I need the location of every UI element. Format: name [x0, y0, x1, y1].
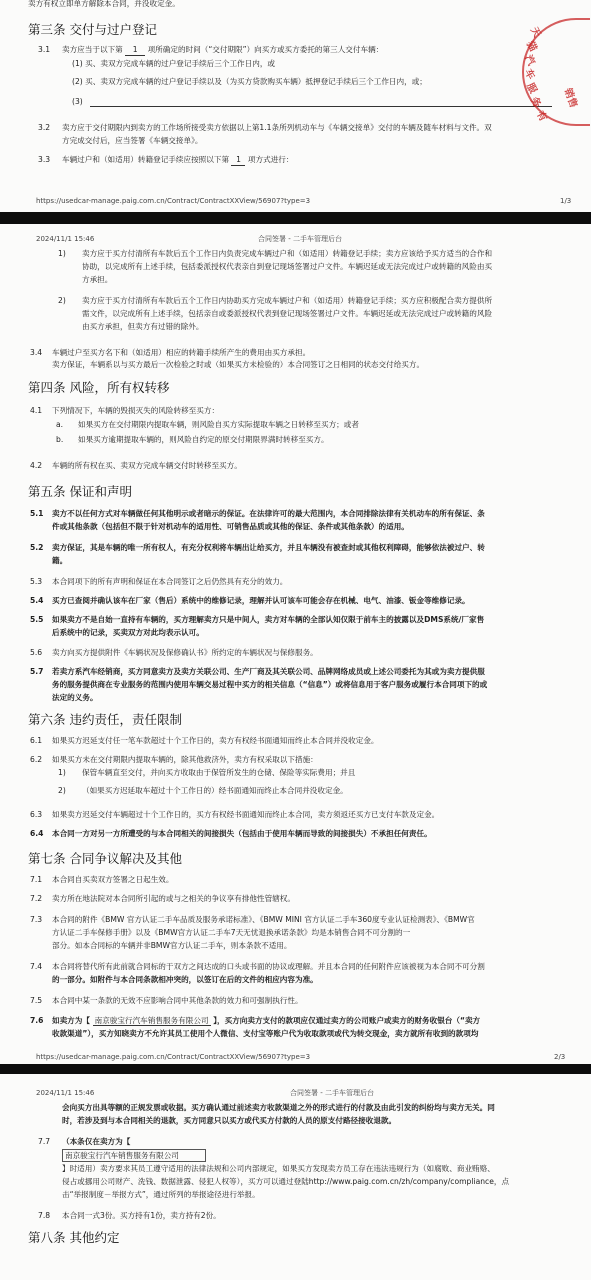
page-number: 2/3	[554, 1053, 566, 1061]
item-1-line-1: 卖方应于买方付清所有车款后五个工作日内负责完成车辆过户和（如适用）转籍登记手续；卖方应该给予买方适当的合作和	[82, 249, 493, 258]
contract-page-3	[0, 1074, 591, 1280]
clause-number: 5.1	[30, 509, 44, 518]
item-2-line-1: 卖方应于买方付清所有车款后五个工作日内协助买方完成车辆过户和（如适用）转籍登记手续；买方应积极配合卖方提供所	[82, 296, 493, 305]
clause-7-5: 本合同中某一条款的无效不应影响合同中其他条款的效力和可强制执行性。	[52, 996, 303, 1005]
clause-text: 项所确定的时间（“交付期限”）向买方或买方委托的第三人交付车辆：	[147, 45, 384, 54]
item-2-line-3: 由买方承担，但卖方有过错的除外。	[82, 322, 204, 331]
clause-6-2-item-2: （如果买方迟延取车超过十个工作日的）经书面通知而终止本合同并没收定金。	[82, 786, 348, 795]
clause-7-6-line-2: 收款渠道”），买方知晓卖方不允许其员工使用个人微信、支付宝等账户代为收取款项或代为转交现金，卖方就所有收到的款项均	[52, 1029, 479, 1038]
clause-number: 5.5	[30, 615, 44, 624]
clause-3-3	[62, 154, 293, 166]
clause-number: 7.1	[30, 875, 43, 884]
clause-text: 的一部分。如附件与本合同条款相冲突的，以签订在后的文件的相应内容为准。	[52, 975, 318, 984]
clause-number: 7.8	[38, 1211, 51, 1220]
clause-5-4: 买方已查阅并确认该车在厂家（售后）系统中的维修记录，理解并认可该车可能会存在机械、电气、油漆、钣金等维修记录。	[52, 596, 470, 605]
contract-page-1	[0, 0, 591, 212]
clause-5-7-line-1: 若卖方系汽车经销商，买方同意卖方及卖方关联公司、生产厂商及其关联公司、品牌网络成员或上述公司委托为其或为卖方提供服	[52, 667, 485, 676]
print-title: 合同签署 - 二手车管理后台	[290, 1089, 374, 1097]
clause-3-1-option-1: (1) 买、卖双方完成车辆的过户登记手续后三个工作日内，或	[72, 59, 276, 68]
clause-5-2-line-1: 卖方保证，其是车辆的唯一所有权人，有充分权利将车辆出让给买方，并且车辆没有被查封或其他权利障碍，能够依法被过户、转	[52, 543, 485, 552]
item-number: 2)	[58, 296, 66, 305]
clause-7-7-line-3: 击“举报制度－举报方式”，通过所列的举报途径进行举报。	[62, 1190, 260, 1199]
item-1-line-3: 方承担。	[82, 275, 113, 284]
clause-7-7-line-2: 侵占或挪用公司财产、洗钱、数据泄露、侵犯人权等），买方可以通过登陆http://www.paig.com.cn/zh/company/compliance，点	[62, 1177, 510, 1186]
print-date: 2024/11/1 15:46	[36, 235, 95, 243]
page-footer-url[interactable]: https://usedcar-manage.paig.com.cn/Contract/ContractXXView/56907?type=3	[36, 1053, 311, 1061]
clause-7-6-line-1	[52, 1015, 480, 1026]
clause-number: 3.2	[38, 123, 51, 132]
page-separator	[0, 1064, 591, 1074]
clause-5-7-line-2: 务的服务提供商在专业服务的范围内使用车辆交易过程中买方的相关信息（“信息”）或将信息用于客户服务或履行本合同项下的或	[52, 680, 488, 689]
clause-number: 5.3	[30, 577, 43, 586]
clause-text: 】，买方向卖方支付的款项应仅通过卖方的公司账户或卖方的财务收银台（“卖方	[213, 1016, 481, 1025]
clause-7-8: 本合同一式3份。买方持有1份，卖方持有2份。	[62, 1211, 221, 1220]
clause-7-6-line-3: 会向买方出具等额的正规发票或收据。买方确认通过前述卖方收款渠道之外的形式进行的付款及由此引发的纠纷均与卖方无关。同	[62, 1103, 495, 1112]
section-5-heading: 第五条 保证和声明	[28, 484, 132, 499]
clause-6-2-item-1: 保管车辆直至交付，并向买方收取由于保管所发生的仓储、保险等实际费用；并且	[82, 768, 356, 777]
clause-5-5-line-1: 如果卖方不是自始一直持有车辆的，买方理解卖方只是中间人，卖方对车辆的全部认知仅限于前车主的披露以及DMS系统/厂家售	[52, 615, 485, 624]
clause-7-3-line-2: 方认证二手车保修手册》以及《BMW官方认证二手车7天无忧退换承诺条款》均是本销售合同不可分割的一	[52, 928, 411, 937]
clause-number: 6.4	[30, 829, 44, 838]
section-7-heading: 第七条 合同争议解决及其他	[28, 851, 182, 866]
section-8-heading: 第八条 其他约定	[28, 1230, 120, 1245]
clause-text: 项方式进行：	[247, 155, 294, 164]
clause-number: 7.2	[30, 894, 43, 903]
clause-number: 3.3	[38, 155, 51, 164]
fill-blank: 1	[125, 44, 145, 56]
item-number: 1)	[58, 249, 66, 258]
clause-7-3-line-3: 部分。如本合同标的车辆并非BMW官方认证二手车，则本条款不适用。	[52, 941, 292, 950]
page1-top-line: 卖方有权立即单方解除本合同，并没收定金。	[28, 0, 180, 8]
clause-4-1-a: 如果买方在交付期限内提取车辆，则风险自买方实际提取车辆之日转移至买方；或者	[78, 420, 359, 429]
print-title: 合同签署 - 二手车管理后台	[258, 235, 342, 243]
clause-6-2: 如果买方未在交付期限内提取车辆的，除其他救济外，卖方有权采取以下措施：	[52, 755, 318, 764]
company-seal-stamp: 天 猫 汽 车 服 务 有 销售	[522, 18, 590, 126]
clause-5-7-line-3: 法定的义务。	[52, 693, 98, 702]
clause-number: 5.6	[30, 648, 43, 657]
clause-number: 7.5	[30, 996, 43, 1005]
clause-3-1-option-3: (3)	[72, 97, 83, 106]
section-3-heading: 第三条 交付与过户登记	[28, 22, 157, 37]
clause-5-2-line-2: 籍。	[52, 556, 68, 565]
clause-4-2: 车辆的所有权在买、卖双方完成车辆交付时转移至买方。	[52, 461, 242, 470]
clause-3-2-line-1: 卖方应于交付期限内到卖方的工作场所接受卖方依据以上第1.1条所列机动车与《车辆交接单》交付的车辆及随车材料与文件。双	[62, 123, 492, 132]
item-1-line-2: 协助，以完成所有上述手续，包括委派授权代表亲自到登记现场签署过户文件。车辆迟延或无法完成过户或转籍的风险由买	[82, 262, 493, 271]
clause-6-4: 本合同一方对另一方所遭受的与本合同相关的间接损失（包括由于使用车辆而导致的间接损失）不承担任何责任。	[52, 829, 432, 838]
clause-4-1: 下列情况下，车辆的毁损灭失的风险转移至买方：	[52, 406, 220, 415]
option-3-blank-line	[90, 106, 552, 107]
clause-number: 6.3	[30, 810, 43, 819]
clause-3-4-line-2: 卖方保证，车辆系以与买方最后一次检验之时或（如果买方未检验的）本合同签订之日相同的状态交付给买方。	[52, 360, 425, 369]
clause-6-3: 如果卖方迟延交付车辆超过十个工作日的，买方有权经书面通知而终止本合同，卖方须返还买方已支付车款及定金。	[52, 810, 440, 819]
clause-text: 车辆过户和（如适用）转籍登记手续应按照以下第	[62, 155, 230, 164]
page-footer-url[interactable]: https://usedcar-manage.paig.com.cn/Contract/ContractXXView/56907?type=3	[36, 197, 311, 205]
clause-text: 如卖方为【	[52, 1016, 90, 1025]
clause-3-1-option-2: (2) 买、卖双方完成车辆的过户登记手续以及（为买方贷款购买车辆）抵押登记手续后三个工作日内，或；	[72, 77, 427, 86]
item-number: 1)	[58, 768, 66, 777]
clause-5-1-line-2: 件或其他条款（包括但不限于针对机动车的适用性、可销售品质或其他的保证、条件或其他条款）的适用。	[52, 522, 409, 531]
clause-6-1: 如果买方迟延支付任一笔车款超过十个工作日的，卖方有权经书面通知而终止本合同并没收定金。	[52, 736, 379, 745]
clause-number: 4.2	[30, 461, 43, 470]
clause-5-3: 本合同项下的所有声明和保证在本合同签订之后仍然具有充分的效力。	[52, 577, 288, 586]
clause-3-4-line-1: 车辆过户至买方名下和（如适用）相应的转籍手续所产生的费用由买方承担。	[52, 348, 311, 357]
fill-blank: 1	[231, 154, 245, 166]
clause-3-1	[62, 44, 383, 56]
contract-page-2	[0, 224, 591, 1064]
clause-number: 7.3	[30, 915, 43, 924]
clause-5-1-line-1: 卖方不以任何方式对车辆做任何其他明示或者暗示的保证。在法律许可的最大范围内，本合同排除法律有关机动车的所有保证、条	[52, 509, 485, 518]
clause-7-3-line-1: 本合同的附件《BMW 官方认证二手车品质及服务承诺标准》、《BMW MINI 官方认证二手车360度专业认证检测表》、《BMW官	[52, 915, 475, 924]
clause-number: 7.6	[30, 1016, 44, 1025]
page-separator	[0, 212, 591, 224]
clause-7-7-intro: （本条仅在卖方为【	[62, 1137, 131, 1146]
section-6-heading: 第六条 违约责任，责任限制	[28, 712, 182, 727]
item-2-line-2: 需文件，以完成所有上述手续，包括亲自或委派授权代表到登记现场签署过户文件。车辆迟延或无法完成过户或转籍的风险	[82, 309, 493, 318]
print-date: 2024/11/1 15:46	[36, 1089, 95, 1097]
item-number: 2)	[58, 786, 66, 795]
clause-number: 3.4	[30, 348, 43, 357]
clause-7-2: 卖方所在地法院对本合同所引起的或与之相关的争议享有排他性管辖权。	[52, 894, 295, 903]
clause-7-6-line-4: 时，若涉及到与本合同相关的退款，买方同意只以买方或代买方付款的人员的原支付路径接收退款。	[62, 1116, 397, 1125]
clause-number: 3.1	[38, 45, 51, 54]
clause-number: 5.2	[30, 543, 44, 552]
clause-number: 6.1	[30, 736, 43, 745]
clause-4-1-b: 如果买方逾期提取车辆的，则风险自约定的原交付期限界满时转移至买方。	[78, 435, 329, 444]
page-number: 1/3	[560, 197, 572, 205]
clause-7-1: 本合同自买卖双方签署之日起生效。	[52, 875, 174, 884]
seller-name-field: 南京骏宝行汽车销售服务有限公司	[94, 1016, 209, 1025]
item-number: b.	[56, 435, 64, 444]
clause-7-4-line-1: 本合同将替代所有此前就合同标的于双方之间达成的口头或书面的协议或理解。并且本合同的任何附件应该被视为本合同不可分割	[52, 962, 485, 971]
clause-number: 4.1	[30, 406, 43, 415]
seller-name-field: 南京骏宝行汽车销售服务有限公司	[62, 1149, 206, 1162]
clause-5-5-line-2: 后系统中的记录，买卖双方对此均表示认可。	[52, 628, 204, 637]
clause-number: 5.7	[30, 667, 44, 676]
clause-3-2-line-2: 方完成交付后，应当签署《车辆交接单》。	[62, 136, 203, 145]
clause-number: 7.7	[38, 1137, 51, 1146]
clause-number: 7.4	[30, 962, 43, 971]
item-number: a.	[56, 420, 64, 429]
clause-number: 5.4	[30, 596, 44, 605]
clause-7-4-line-2	[52, 974, 318, 985]
clause-text: 卖方应当于以下第	[62, 45, 123, 54]
clause-number: 6.2	[30, 755, 43, 764]
section-4-heading: 第四条 风险，所有权转移	[28, 380, 170, 395]
clause-7-7-line-1: 】时适用）卖方要求其员工遵守适用的法律法规和公司内部规定，如果买方发现卖方员工存在违法违规行为（如腐败、商业贿赂、	[62, 1164, 495, 1173]
clause-5-6: 卖方向买方提供附件《车辆状况及保修确认书》所约定的车辆状况与保修服务。	[52, 648, 318, 657]
